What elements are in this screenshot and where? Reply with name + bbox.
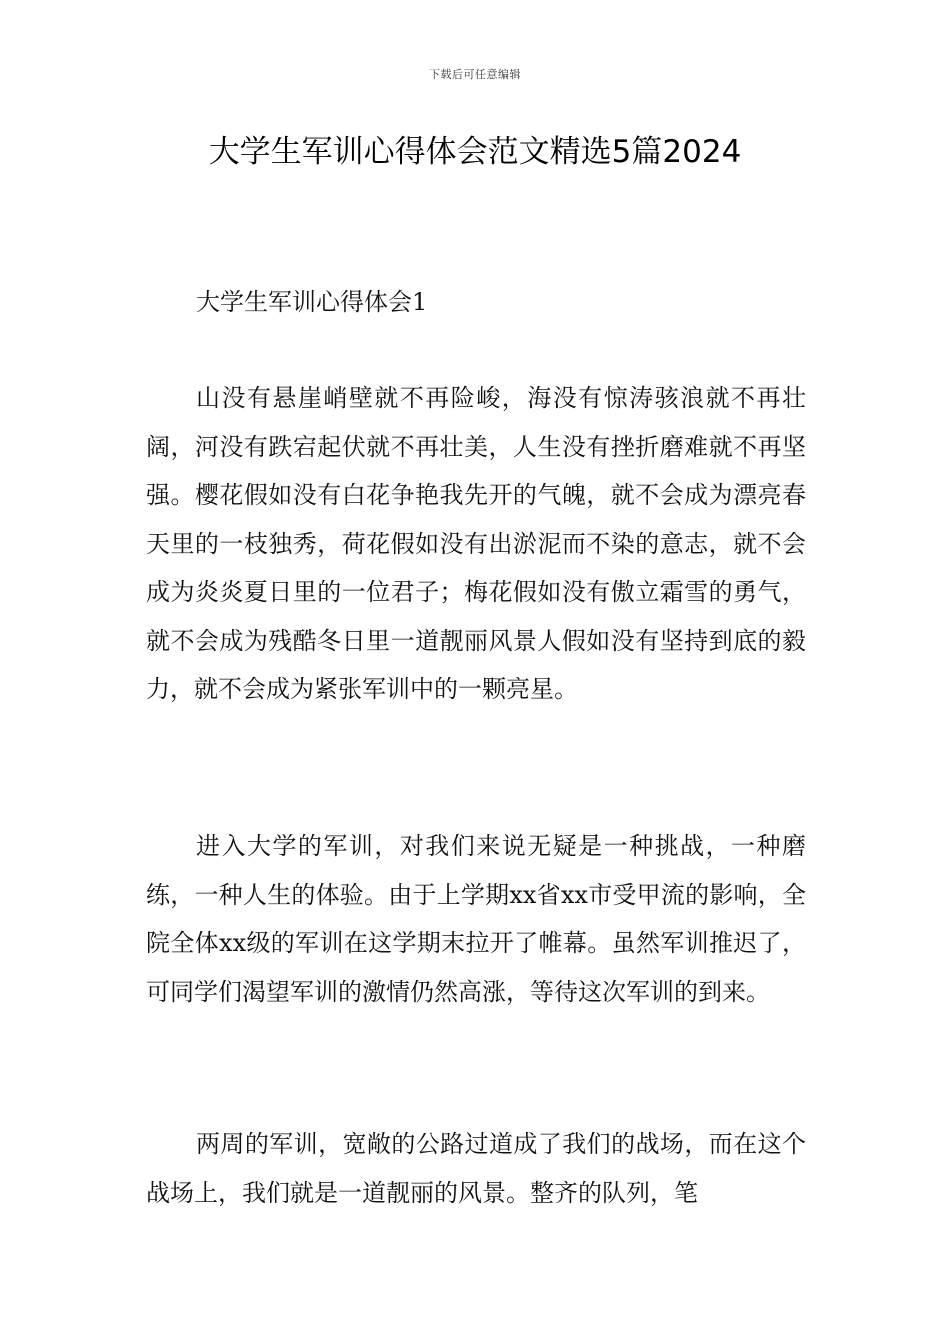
document-title: 大学生军训心得体会范文精选5篇2024 [208, 134, 742, 170]
paragraph: 山没有悬崖峭壁就不再险峻，海没有惊涛骇浪就不再壮阔，河没有跌宕起伏就不再壮美，人生没有挫折磨难就不再坚强。樱花假如没有白花争艳我先开的气魄，就不会成为漂亮春天里的一枝独秀，荷花假如没有出淤泥而不染的意志，就不会成为炎炎夏日里的一位君子；梅花假如没有傲立霜雪的勇气，就不会成为残酷冬日里一道靓丽风景人假如没有坚持到底的毅力，就不会成为紧张军训中的一颗亮星。 [146, 384, 806, 703]
header-note: 下载后可任意编辑 [429, 68, 521, 81]
paragraph: 进入大学的军训，对我们来说无疑是一种挑战，一种磨练，一种人生的体验。由于上学期xx省xx市受甲流的影响，全院全体xx级的军训在这学期末拉开了帷幕。虽然军训推迟了，可同学们渴望军训的激情仍然高涨，等待这次军训的到来。 [146, 832, 806, 1006]
paragraph: 两周的军训，宽敞的公路过道成了我们的战场，而在这个战场上，我们就是一道靓丽的风景。整齐的队列，笔 [146, 1130, 806, 1207]
section-heading: 大学生军训心得体会1 [196, 288, 428, 316]
